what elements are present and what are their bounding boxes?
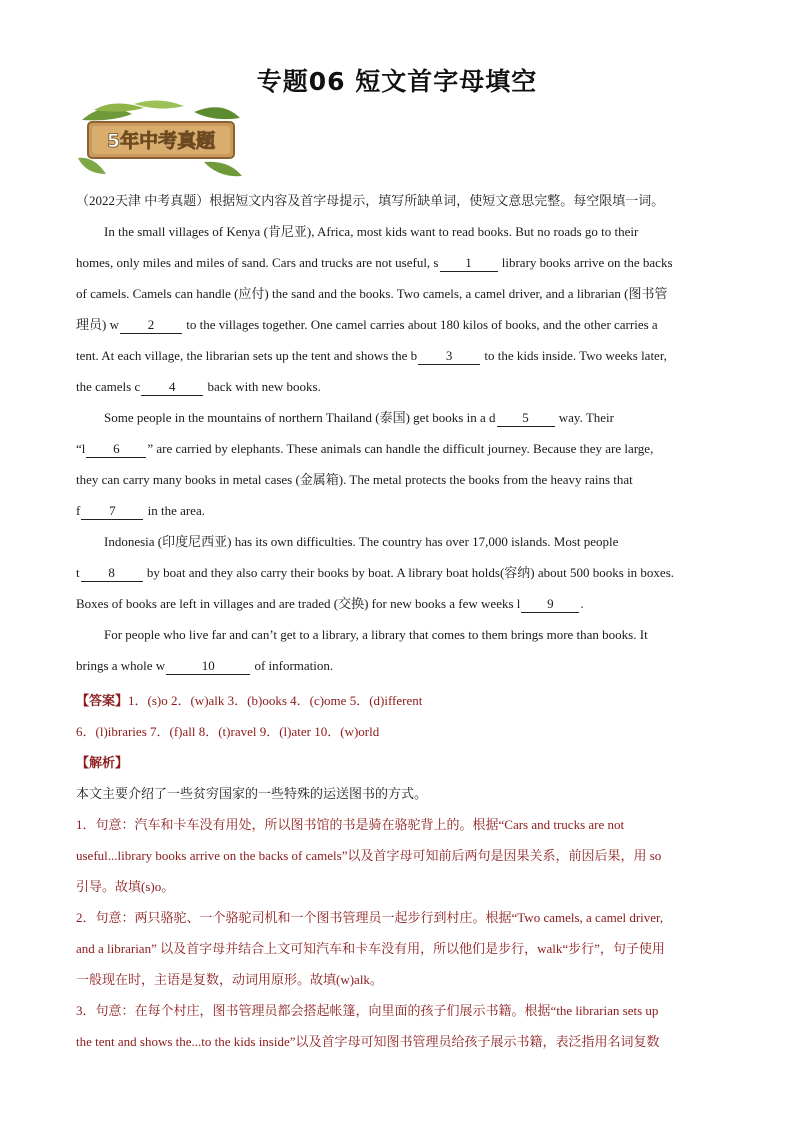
passage-line xyxy=(76,588,720,619)
passage-line xyxy=(76,402,720,433)
passage-text: by boat and they also carry their books by boat. A library boat holds(容纳) about 500 books in boxes. xyxy=(143,565,675,580)
intro-line: （2022天津 中考真题）根据短文内容及首字母提示，填写所缺单词，使短文意思完整。每空限填一词。 xyxy=(76,193,665,208)
blank-8: 8 xyxy=(81,565,143,582)
passage-line xyxy=(76,309,720,340)
passage-line: they can carry many books in metal cases (金属箱). The metal protects the books from the heavy rains that xyxy=(76,472,633,487)
analysis-line: 引导。故填(s)o。 xyxy=(76,879,175,894)
passage-text: to the kids inside. Two weeks later, xyxy=(481,348,667,363)
passage-line xyxy=(76,650,720,681)
analysis-summary: 本文主要介绍了一些贫穷国家的一些特殊的运送图书的方式。 xyxy=(76,786,428,801)
analysis-line: 2．句意：两只骆驼、一个骆驼司机和一个图书管理员一起步行到村庄。根据“Two camels, a camel driver, xyxy=(76,910,664,925)
passage-line xyxy=(76,340,720,371)
page-title: 专题06 短文首字母填空 xyxy=(256,67,538,96)
passage-line xyxy=(76,557,720,588)
passage-text: of information. xyxy=(251,658,334,673)
answer-text: 1．(s)o 2．(w)alk 3．(b)ooks 4．(c)ome 5．(d)ifferent xyxy=(128,693,423,708)
passage-text: in the area. xyxy=(144,503,205,518)
analysis-line: useful...library books arrive on the backs of camels”以及首字母可知前后两句是因果关系，前因后果，用 so xyxy=(76,848,662,863)
passage-line: of camels. Camels can handle (应付) the sand and the books. Two camels, a camel driver, and a librarian (图书管 xyxy=(76,286,668,301)
analysis-line: 一般现在时，主语是复数，动词用原形。故填(w)alk。 xyxy=(76,972,383,987)
analysis-label: 【解析】 xyxy=(76,755,129,770)
passage-text: brings a whole w xyxy=(76,658,166,673)
blank-5: 5 xyxy=(497,410,555,427)
banner-text: 5年中考真题 xyxy=(106,130,216,152)
analysis-line: 1．句意：汽车和卡车没有用处，所以图书馆的书是骑在骆驼背上的。根据“Cars and trucks are not xyxy=(76,817,625,832)
blank-10: 10 xyxy=(166,658,250,675)
passage-text: homes, only miles and miles of sand. Cars and trucks are not useful, s xyxy=(76,255,439,270)
blank-3: 3 xyxy=(418,348,480,365)
answer-label: 【答案】 xyxy=(76,693,129,708)
blank-2: 2 xyxy=(120,317,182,334)
passage-text: the camels c xyxy=(76,379,141,394)
passage-text: Some people in the mountains of northern Thailand (泰国) get books in a d xyxy=(104,410,496,425)
analysis-section xyxy=(76,747,720,1057)
blank-1: 1 xyxy=(440,255,498,272)
blank-9: 9 xyxy=(521,596,579,613)
passage-text: Boxes of books are left in villages and are traded (交换) for new books a few weeks l xyxy=(76,596,521,611)
blank-6: 6 xyxy=(86,441,146,458)
intro xyxy=(76,185,720,216)
passage-text: “l xyxy=(76,441,86,456)
blank-7: 7 xyxy=(81,503,143,520)
answer-line xyxy=(76,685,720,716)
exam-banner xyxy=(74,100,244,180)
analysis-line: the tent and shows the...to the kids inside”以及首字母可知图书管理员给孩子展示书籍，表泛指用名词复数 xyxy=(76,1034,660,1049)
passage-line: In the small villages of Kenya (肯尼亚), Africa, most kids want to read books. But no roads go to their xyxy=(104,224,639,239)
blank-4: 4 xyxy=(141,379,203,396)
answer-line: 6．(l)ibraries 7．(f)all 8．(t)ravel 9．(l)ater 10．(w)orld xyxy=(76,724,380,739)
analysis-line: 3．句意：在每个村庄，图书管理员都会搭起帐篷，向里面的孩子们展示书籍。根据“the librarian sets up xyxy=(76,1003,659,1018)
passage-text: . xyxy=(580,596,584,611)
passage-line xyxy=(76,371,720,402)
passage-text: f xyxy=(76,503,81,518)
passage xyxy=(76,216,720,681)
passage-line xyxy=(76,433,720,464)
passage-text: ” are carried by elephants. These animals can handle the difficult journey. Because they are large, xyxy=(147,441,654,456)
passage-text: 理员) w xyxy=(76,317,119,332)
passage-line xyxy=(76,247,720,278)
analysis-line: and a librarian” 以及首字母并结合上文可知汽车和卡车没有用，所以他们是步行，walk“步行”，句子使用 xyxy=(76,941,665,956)
passage-text: t xyxy=(76,565,80,580)
passage-text: way. Their xyxy=(555,410,614,425)
passage-text: back with new books. xyxy=(204,379,321,394)
passage-text: to the villages together. One camel carries about 180 kilos of books, and the other carries a xyxy=(182,317,658,332)
answer-section xyxy=(76,685,720,747)
passage-line: Indonesia (印度尼西亚) has its own difficulties. The country has over 17,000 islands. Most people xyxy=(104,534,619,549)
passage-text: tent. At each village, the librarian sets up the tent and shows the b xyxy=(76,348,418,363)
passage-line xyxy=(76,495,720,526)
passage-line: For people who live far and can’t get to a library, a library that comes to them brings more than books. It xyxy=(104,627,648,642)
passage-text: library books arrive on the backs xyxy=(498,255,673,270)
